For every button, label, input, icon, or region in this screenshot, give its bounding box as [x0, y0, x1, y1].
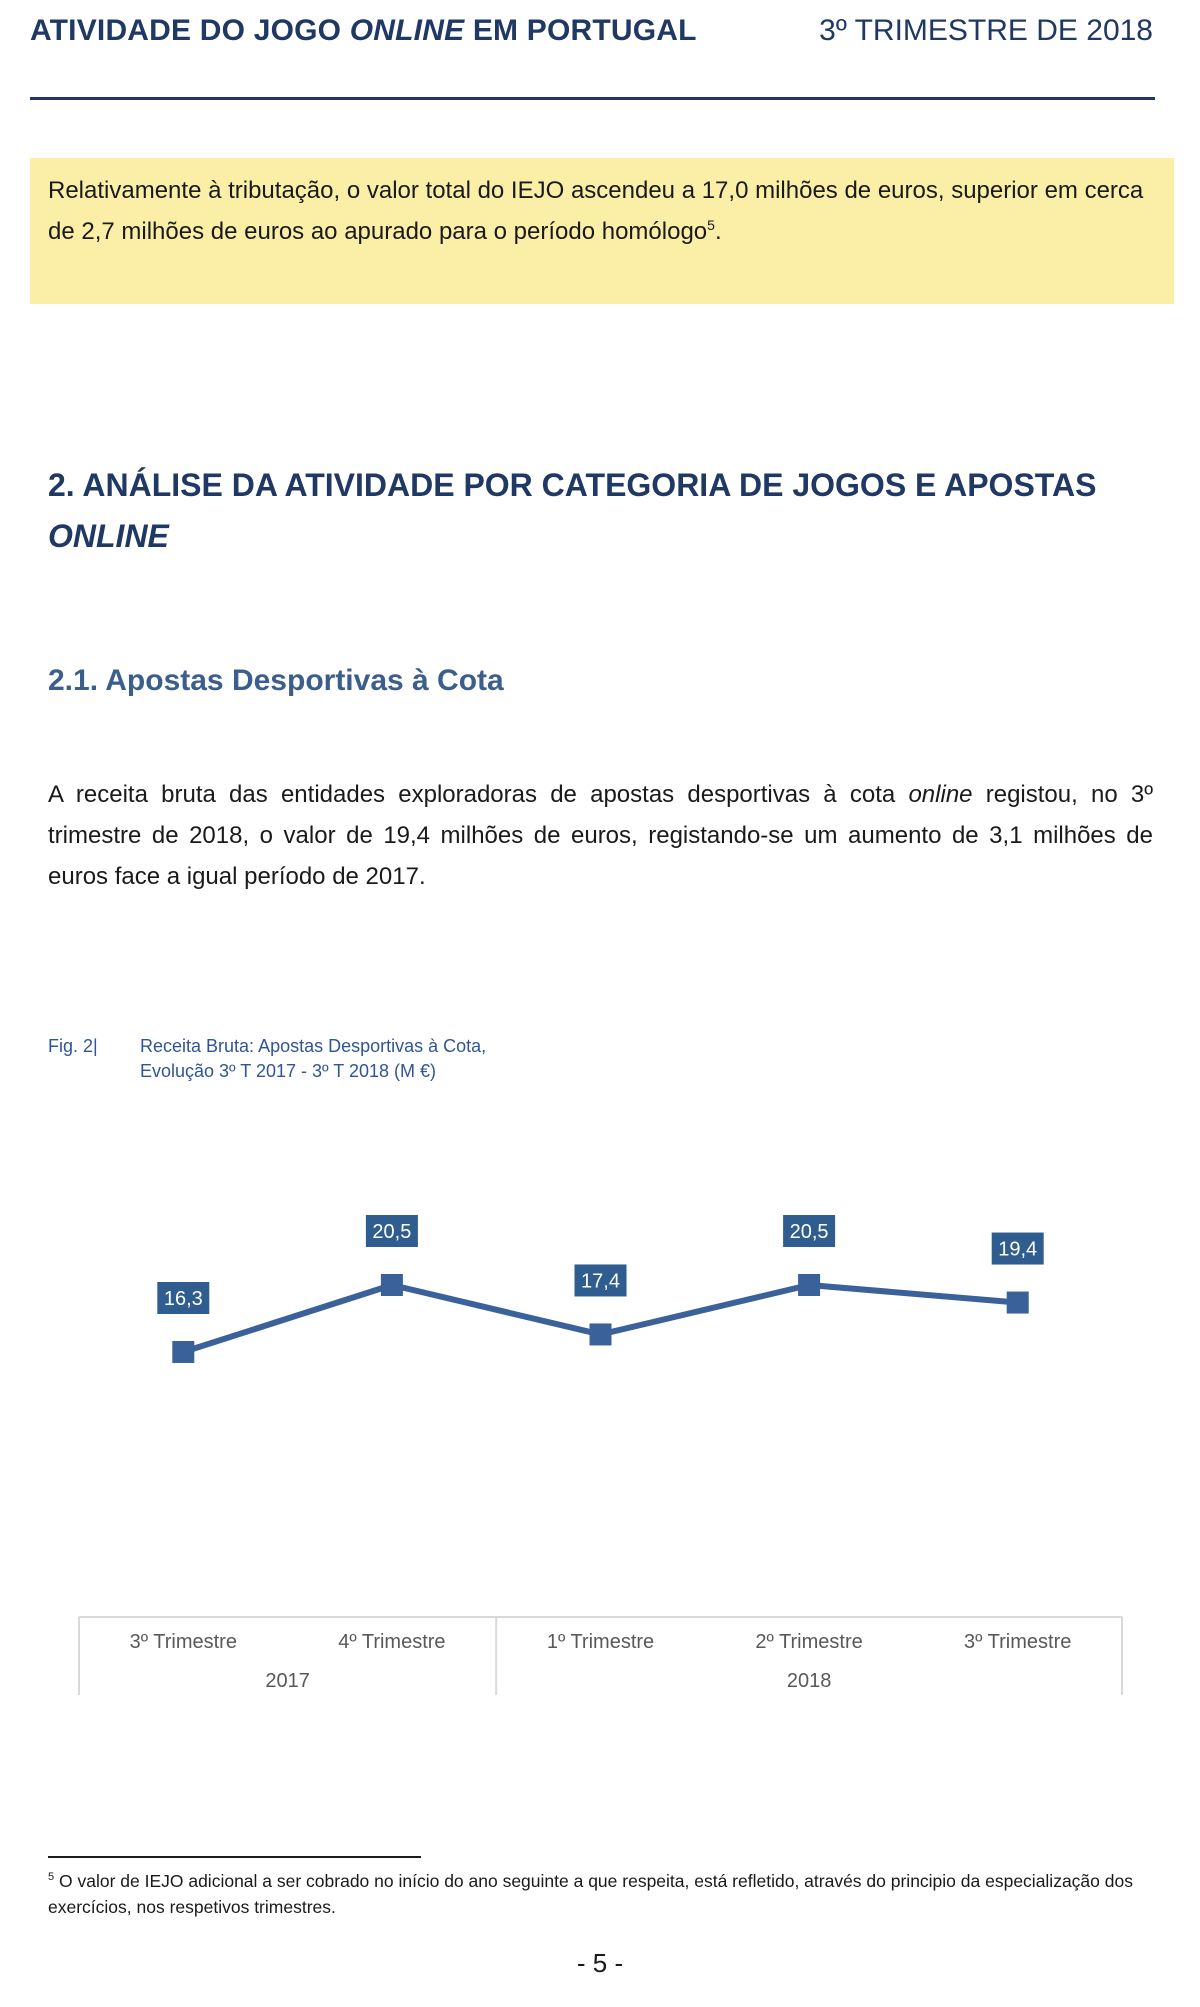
- footnote-text: O valor de IEJO adicional a ser cobrado no início do ano seguinte a que respeita, está refletido, através do principio da especialização dos exercícios, nos respetivos trimestres.: [48, 1871, 1133, 1917]
- footnote-reference: 5: [707, 217, 715, 233]
- footnote-divider: [48, 1856, 421, 1858]
- revenue-line-chart: [0, 1150, 1200, 1710]
- callout-text: [30, 158, 1174, 252]
- category-label: 3º Trimestre: [129, 1631, 237, 1653]
- figure-title: [140, 1034, 640, 1084]
- footnote-number: 5: [48, 1871, 55, 1884]
- header-title-part1: ATIVIDADE DO JOGO: [30, 14, 350, 47]
- data-point: [172, 1341, 194, 1363]
- data-point: [1007, 1292, 1029, 1314]
- callout-body: Relativamente à tributação, o valor total do IEJO ascendeu a 17,0 milhões de euros, superior em cerca de 2,7 milhões de euros ao apurado para o período homólogo: [48, 177, 1144, 245]
- section-title: [48, 460, 1148, 562]
- group-label: 2018: [786, 1670, 832, 1692]
- header-title-italic: ONLINE: [349, 14, 465, 47]
- category-label: 2º Trimestre: [755, 1631, 863, 1653]
- section-title-italic: ONLINE: [48, 518, 169, 554]
- header-title-part2: EM PORTUGAL: [464, 14, 697, 47]
- category-label: 3º Trimestre: [964, 1631, 1072, 1653]
- body-part1: A receita bruta das entidades exploradoras de apostas desportivas à cota: [48, 781, 909, 808]
- subsection-title: 2.1. Apostas Desportivas à Cota: [48, 664, 504, 697]
- document-header-title: [30, 14, 697, 48]
- section-title-text: 2. ANÁLISE DA ATIVIDADE POR CATEGORIA DE JOGOS E APOSTAS: [48, 467, 1097, 503]
- page-number: - 5 -: [576, 1948, 624, 1978]
- taxation-callout: [30, 158, 1174, 304]
- document-header-period: 3º TRIMESTRE DE 2018: [819, 14, 1153, 47]
- data-label: 20,5: [789, 1221, 829, 1243]
- data-point: [798, 1274, 820, 1296]
- callout-end: .: [714, 218, 722, 245]
- header-divider: [30, 97, 1155, 100]
- figure-label: Fig. 2|: [48, 1036, 98, 1056]
- figure-title-line1: Receita Bruta: Apostas Desportivas à Cota,: [140, 1036, 487, 1056]
- data-point: [590, 1323, 612, 1345]
- data-label: 17,4: [581, 1270, 620, 1293]
- body-part2: registou, no 3º trimestre de 2018, o valor de 19,4 milhões de euros, registando-se um aumento de 3,1 milhões de euros face a igual período de 2017.: [48, 781, 1153, 890]
- data-point: [381, 1274, 403, 1296]
- body-italic: online: [908, 781, 973, 808]
- body-paragraph: [48, 774, 1153, 897]
- data-label: 19,4: [998, 1238, 1038, 1261]
- data-label: 20,5: [372, 1221, 412, 1243]
- category-label: 1º Trimestre: [546, 1631, 655, 1653]
- footnote: [48, 1868, 1153, 1920]
- figure-title-line2: Evolução 3º T 2017 - 3º T 2018 (M €): [140, 1061, 436, 1081]
- category-label: 4º Trimestre: [338, 1631, 446, 1653]
- group-label: 2017: [265, 1670, 310, 1692]
- data-label: 16,3: [163, 1288, 203, 1310]
